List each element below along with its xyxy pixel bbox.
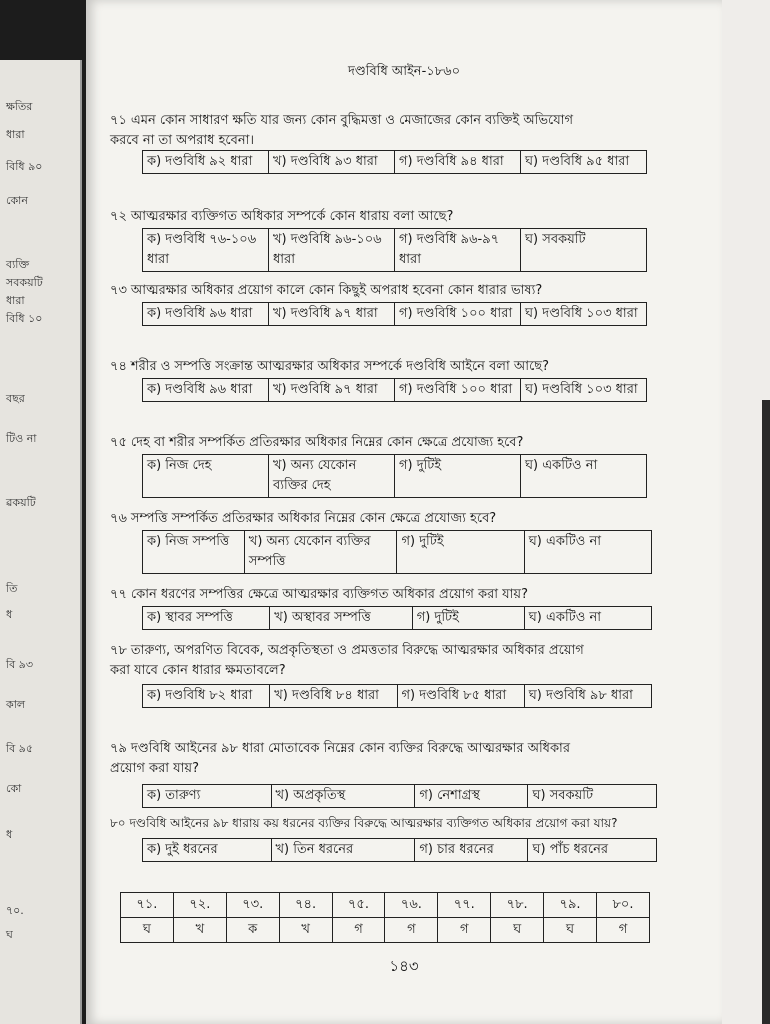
question-text: শরীর ও সম্পত্তি সংক্রান্ত আত্মরক্ষার অধিকার সম্পর্কে দণ্ডবিধি আইনে বলা আছে? <box>130 359 550 374</box>
option-c: গ) দণ্ডবিধি ১০০ ধারা <box>395 303 521 326</box>
options-table-75 <box>142 454 647 498</box>
option-a: ক) দণ্ডবিধি ৭৬-১০৬ ধারা <box>143 229 269 272</box>
option-b: খ) তিন ধরনের <box>271 839 415 862</box>
answer-number: ৭২. <box>173 893 226 918</box>
left-fragment: ঘ <box>6 928 13 941</box>
option-c: গ) নেশাগ্রস্থ <box>415 785 528 808</box>
question-74 <box>110 358 549 376</box>
question-71 <box>110 112 573 130</box>
answer-number: ৭১. <box>121 893 174 918</box>
answer-key-answers-row <box>121 918 650 943</box>
left-fragment: ৱকয়টি <box>6 496 36 509</box>
option-d: ঘ) সবকয়টি <box>521 229 647 272</box>
option-b: খ) অন্য যেকোন ব্যক্তির দেহ <box>269 455 395 498</box>
option-a: ক) দণ্ডবিধি ৮২ ধারা <box>143 685 270 708</box>
options-table-72 <box>142 228 647 272</box>
left-fragment: ৭০. <box>6 904 24 917</box>
option-b: খ) অন্য যেকোন ব্যক্তির সম্পত্তি <box>244 531 397 574</box>
option-c: গ) দণ্ডবিধি ৯৪ ধারা <box>395 151 521 174</box>
option-c: গ) দুটিই <box>397 531 524 574</box>
option-c: গ) দণ্ডবিধি ৮৫ ধারা <box>397 685 524 708</box>
answer-number: ৭৯. <box>544 893 597 918</box>
answer-letter: ঘ <box>544 918 597 943</box>
left-fragment: কোন <box>6 194 28 207</box>
page-title: দণ্ডবিধি আইন-১৮৬০ <box>347 64 461 79</box>
left-fragment: বছর <box>6 392 25 405</box>
question-text-line2: প্রয়োগ করা যায়? <box>110 761 199 776</box>
options-table-76 <box>142 530 652 574</box>
question-number: ৭৬ <box>110 511 127 526</box>
question-text: দণ্ডবিধি আইনের ৯৮ ধারায় কয় ধরনের ব্যক্তির বিরুদ্ধে আত্মরক্ষার ব্যক্তিগত অধিকার প্রয়োগ করা যায়? <box>129 816 618 830</box>
option-b: খ) দণ্ডবিধি ৯৬-১০৬ ধারা <box>269 229 395 272</box>
left-fragment: তি <box>6 582 18 595</box>
question-number: ৮০ <box>110 816 126 830</box>
question-number: ৭৫ <box>110 435 127 450</box>
question-text-line2: করবে না তা অপরাধ হবেনা। <box>110 133 255 148</box>
option-a: ক) দণ্ডবিধি ৯৬ ধারা <box>143 303 269 326</box>
book-page <box>86 0 722 1024</box>
question-text: সম্পত্তি সম্পর্কিত প্রতিরক্ষার অধিকার নিম্নের কোন ক্ষেত্রে প্রযোজ্য হবে? <box>130 511 497 526</box>
answer-number: ৭৪. <box>279 893 332 918</box>
question-text: আত্মরক্ষার ব্যক্তিগত অধিকার সম্পর্কে কোন ধারায় বলা আছে? <box>130 209 454 224</box>
left-fragment: বিধি ১০ <box>6 312 43 325</box>
question-text: এমন কোন সাধারণ ক্ষতি যার জন্য কোন বুদ্ধিমত্তা ও মেজাজের কোন ব্যক্তিই অভিযোগ <box>130 113 574 128</box>
answer-letter: ঘ <box>121 918 174 943</box>
options-table-78 <box>142 684 652 708</box>
option-b: খ) দণ্ডবিধি ৯৭ ধারা <box>269 379 395 402</box>
question-79 <box>110 740 570 758</box>
left-page-edge <box>0 60 82 1024</box>
question-number: ৭১ <box>110 113 127 128</box>
option-a: ক) নিজ সম্পত্তি <box>143 531 245 574</box>
answer-key-numbers-row <box>121 893 650 918</box>
option-b: খ) দণ্ডবিধি ৮৪ ধারা <box>270 685 397 708</box>
question-78-continued <box>110 662 286 680</box>
options-table-73 <box>142 302 647 326</box>
option-c: গ) দণ্ডবিধি ৯৬-৯৭ ধারা <box>395 229 521 272</box>
question-text-line2: করা যাবে কোন ধারার ক্ষমতাবলে? <box>110 663 286 678</box>
option-d: ঘ) পাঁচ ধরনের <box>528 839 657 862</box>
question-78 <box>110 642 584 660</box>
question-number: ৭৪ <box>110 359 127 374</box>
options-table-77 <box>142 606 652 630</box>
option-a: ক) দণ্ডবিধি ৯২ ধারা <box>143 151 269 174</box>
question-text: দণ্ডবিধি আইনের ৯৮ ধারা মোতাবেক নিম্নের কোন ব্যক্তির বিরুদ্ধে আত্মরক্ষার অধিকার <box>130 741 570 756</box>
question-80 <box>110 814 617 832</box>
left-fragment: টিও না <box>6 432 37 445</box>
question-number: ৭৮ <box>110 643 127 658</box>
answer-number: ৭৭. <box>438 893 491 918</box>
left-fragment: বিধি ৯০ <box>6 160 43 173</box>
option-d: ঘ) সবকয়টি <box>528 785 657 808</box>
option-b: খ) দণ্ডবিধি ৯৭ ধারা <box>269 303 395 326</box>
answer-letter: গ <box>385 918 438 943</box>
left-fragment: ক্ষতির <box>6 100 33 113</box>
option-d: ঘ) একটিও না <box>524 531 651 574</box>
question-text: কোন ধরণের সম্পত্তির ক্ষেত্রে আত্মরক্ষার ব্যক্তিগত অধিকার প্রয়োগ করা যায়? <box>130 587 528 602</box>
option-b: খ) অপ্রকৃতিস্থ <box>271 785 415 808</box>
answer-letter: গ <box>597 918 650 943</box>
question-number: ৭২ <box>110 209 127 224</box>
options-table-80 <box>142 838 657 862</box>
question-71-continued <box>110 132 254 150</box>
page-number: ১৪৩ <box>389 957 419 975</box>
question-76 <box>110 510 496 528</box>
option-d: ঘ) দণ্ডবিধি ৯৮ ধারা <box>524 685 651 708</box>
left-fragment: কো <box>6 782 22 795</box>
option-a: ক) দণ্ডবিধি ৯৬ ধারা <box>143 379 269 402</box>
answer-letter: ক <box>226 918 279 943</box>
answer-key-table <box>120 892 650 943</box>
answer-letter: খ <box>279 918 332 943</box>
option-a: ক) স্থাবর সম্পত্তি <box>143 607 270 630</box>
answer-number: ৭৫. <box>332 893 385 918</box>
answer-letter: গ <box>332 918 385 943</box>
options-table-71 <box>142 150 647 174</box>
option-d: ঘ) দণ্ডবিধি ১০৩ ধারা <box>521 379 647 402</box>
options-table-74 <box>142 378 647 402</box>
option-c: গ) চার ধরনের <box>415 839 528 862</box>
question-73 <box>110 282 542 300</box>
left-fragment: ধ <box>6 828 13 841</box>
question-75 <box>110 434 523 452</box>
left-fragment: কাল <box>6 698 26 711</box>
option-a: ক) দুই ধরনের <box>143 839 272 862</box>
answer-number: ৭৬. <box>385 893 438 918</box>
left-fragment: ব্যক্তি <box>6 258 30 271</box>
answer-number: ৮০. <box>597 893 650 918</box>
question-77 <box>110 586 528 604</box>
option-c: গ) দুটিই <box>395 455 521 498</box>
option-d: ঘ) একটিও না <box>524 607 651 630</box>
question-text: দেহ বা শরীর সম্পর্কিত প্রতিরক্ষার অধিকার নিম্নের কোন ক্ষেত্রে প্রযোজ্য হবে? <box>130 435 524 450</box>
option-a: ক) নিজ দেহ <box>143 455 269 498</box>
answer-letter: গ <box>438 918 491 943</box>
left-fragment: ধারা <box>6 128 25 141</box>
question-text: আত্মরক্ষার অধিকার প্রয়োগ কালে কোন কিছুই অপরাধ হবেনা কোন ধারার ভাষ্য? <box>130 283 543 298</box>
answer-letter: খ <box>173 918 226 943</box>
left-fragment: ধারা <box>6 294 25 307</box>
left-fragment: ধ <box>6 608 13 621</box>
option-c: গ) দণ্ডবিধি ১০০ ধারা <box>395 379 521 402</box>
options-table-79 <box>142 784 657 808</box>
answer-number: ৭৮. <box>491 893 544 918</box>
answer-letter: ঘ <box>491 918 544 943</box>
option-d: ঘ) একটিও না <box>521 455 647 498</box>
answer-number: ৭৩. <box>226 893 279 918</box>
question-number: ৭৭ <box>110 587 127 602</box>
left-fragment: সবকয়টি <box>6 276 43 289</box>
question-72 <box>110 208 453 226</box>
option-d: ঘ) দণ্ডবিধি ৯৫ ধারা <box>521 151 647 174</box>
question-79-continued <box>110 760 199 778</box>
option-b: খ) দণ্ডবিধি ৯৩ ধারা <box>269 151 395 174</box>
option-a: ক) তারুণ্য <box>143 785 272 808</box>
right-shadow <box>762 400 770 1024</box>
question-number: ৭৯ <box>110 741 127 756</box>
option-b: খ) অস্থাবর সম্পত্তি <box>270 607 413 630</box>
left-fragment: বি ৯৩ <box>6 658 34 671</box>
question-number: ৭৩ <box>110 283 127 298</box>
left-fragment: বি ৯৫ <box>6 742 34 755</box>
option-c: গ) দুটিই <box>412 607 524 630</box>
question-text: তারুণ্য, অপরণিত বিবেক, অপ্রকৃতিস্থতা ও প্রমত্ততার বিরুদ্ধে আত্মরক্ষার অধিকার প্রয়োগ <box>130 643 584 658</box>
option-d: ঘ) দণ্ডবিধি ১০৩ ধারা <box>521 303 647 326</box>
